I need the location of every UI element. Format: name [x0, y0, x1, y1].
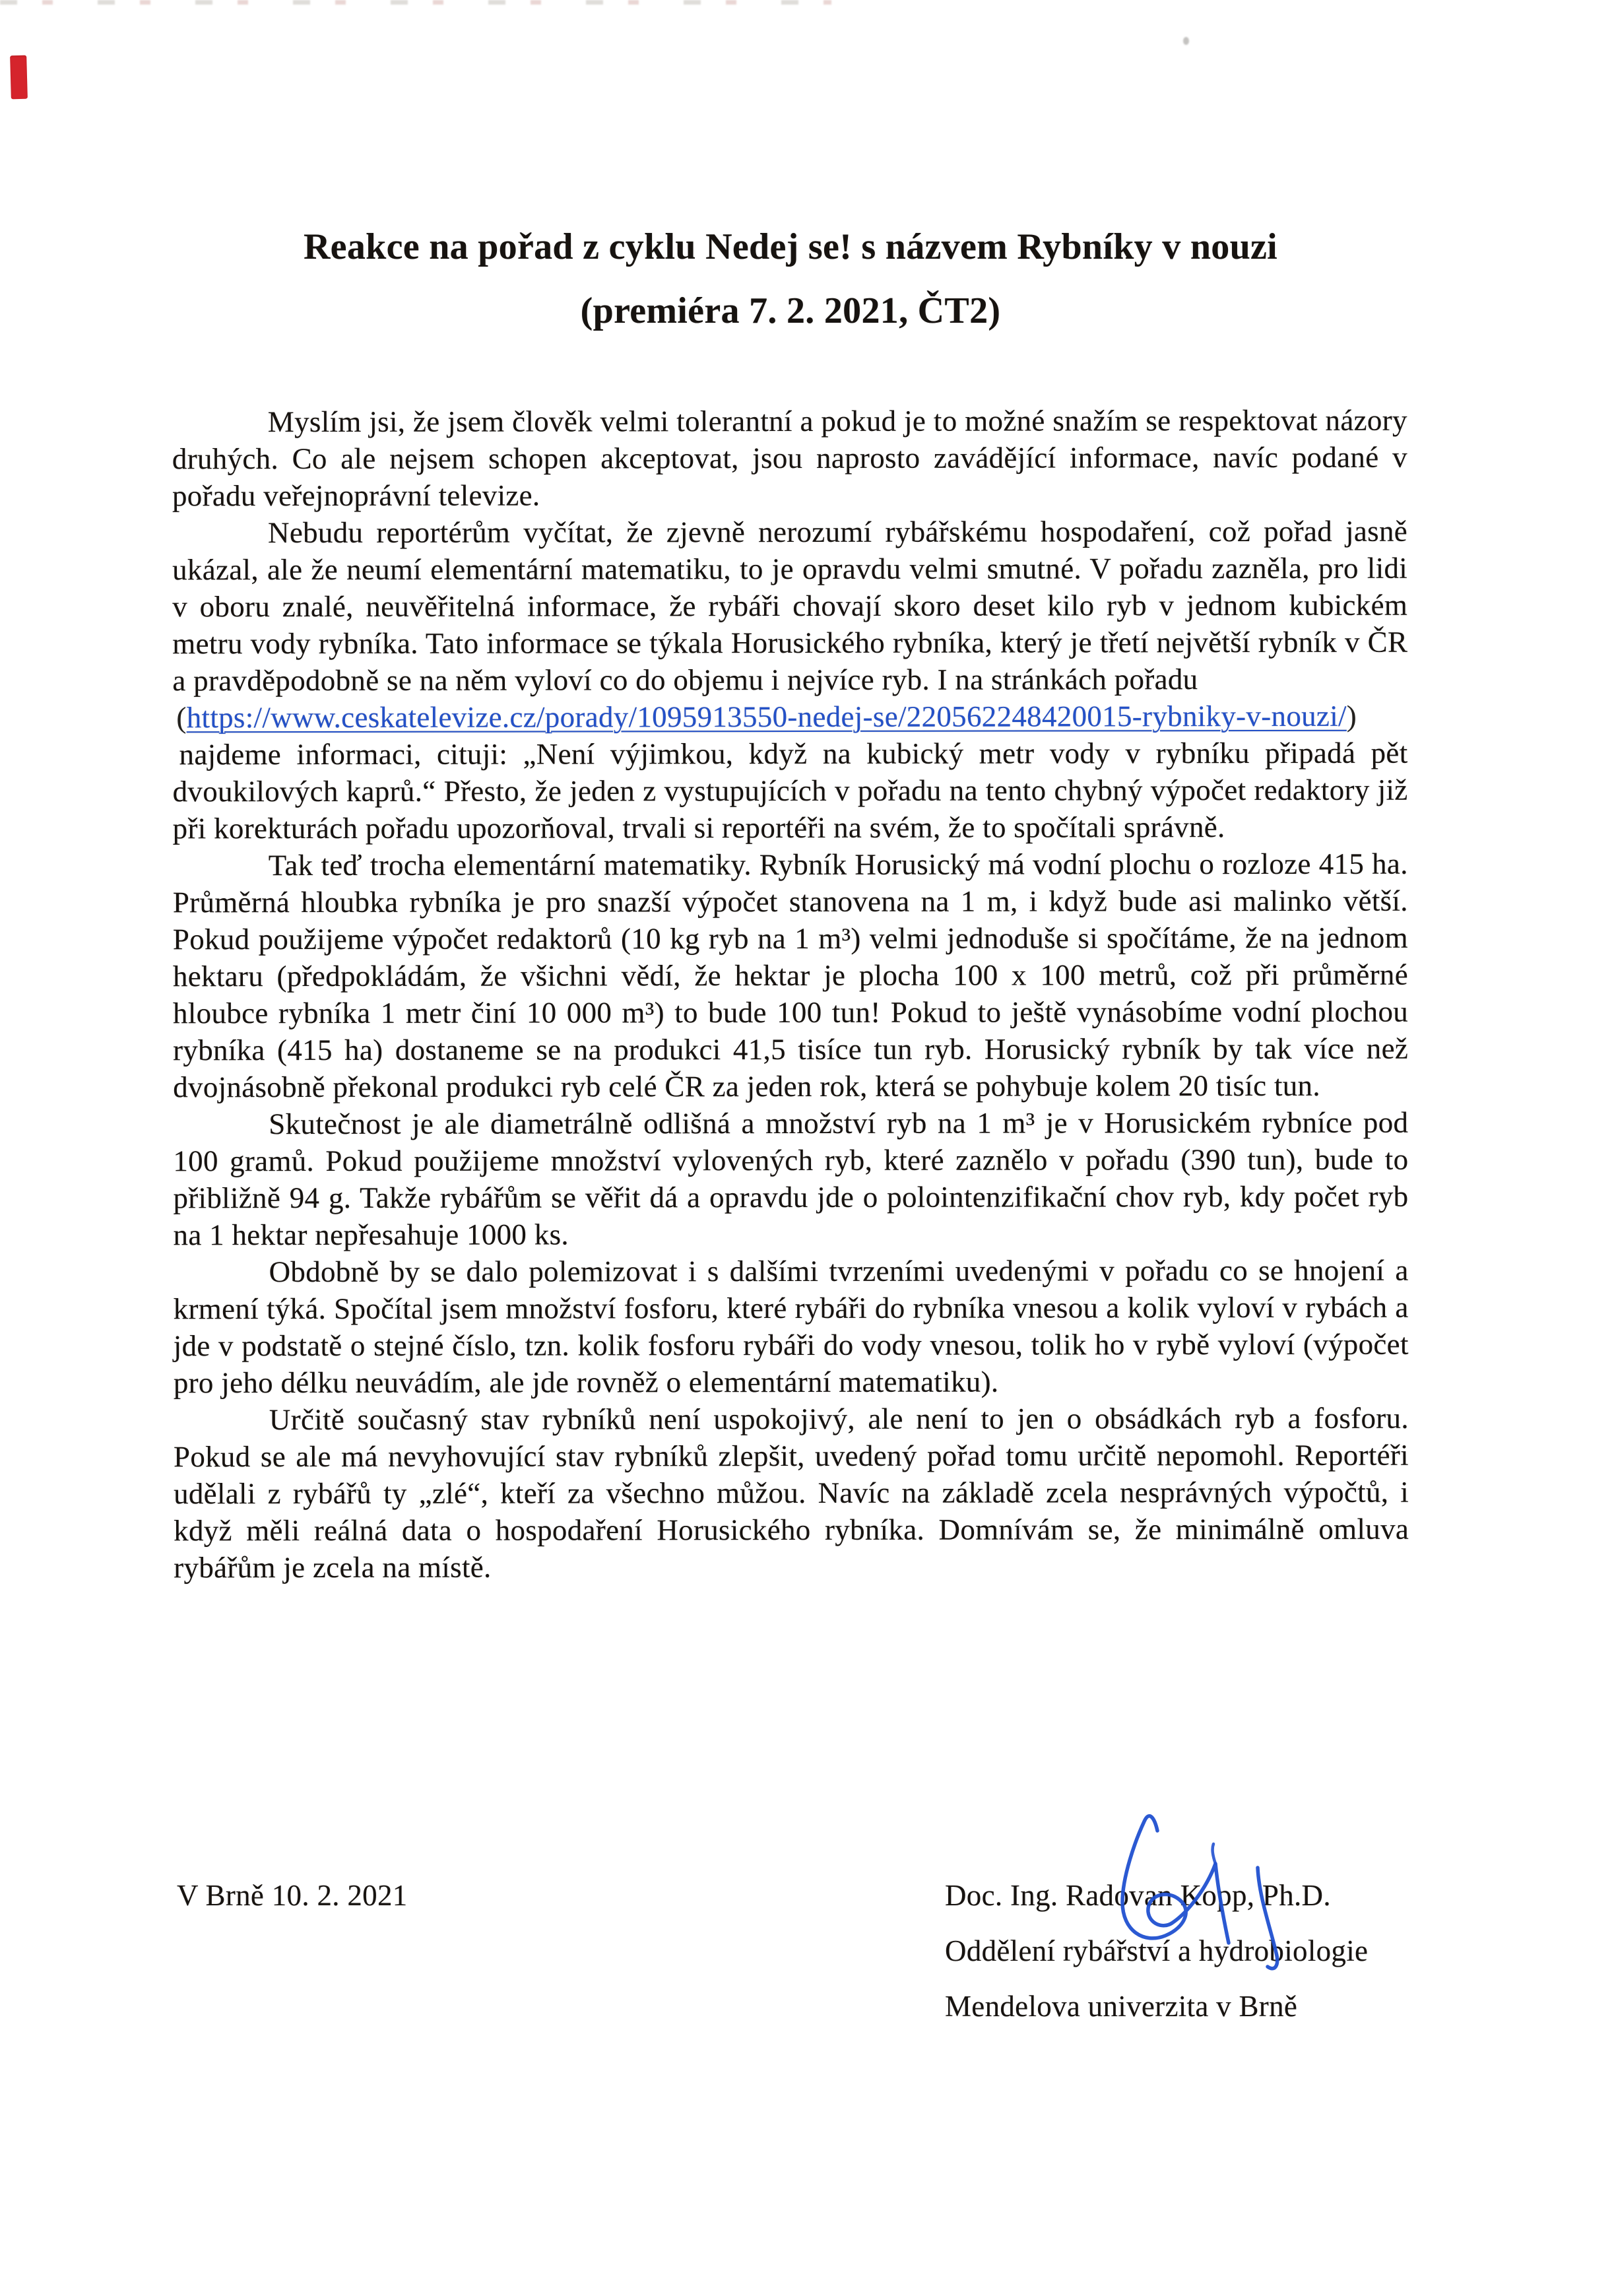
paren-open: ( — [176, 701, 187, 735]
document-title: Reakce na pořad z cyklu Nedej se! s názvem Rybníky v nouzi — [303, 226, 1278, 267]
signer-university: Mendelova univerzita v Brně — [945, 1990, 1298, 2023]
document-title-block — [173, 215, 1408, 343]
paragraph-quote: najdeme informaci, cituji: „Není výjimkou, když na kubický metr vody v rybníku připadá pět dvoukilových kaprů.“ Přesto, že jeden z vystupujících v pořadu na tento chybný výpočet redaktory již při korekturách pořadu upozorňoval, trvali si reportéři na svém, že to spočítali správně. — [172, 736, 1408, 845]
place-and-date: V Brně 10. 2. 2021 — [177, 1879, 408, 1912]
signer-name: Doc. Ing. Radovan Kopp, Ph.D. — [945, 1879, 1331, 1912]
program-url-line — [172, 698, 1407, 737]
paragraph-mathematics: Tak teď trocha elementární matematiky. Rybník Horusický má vodní plochu o rozloze 415 ha. Průměrná hloubka rybníka je pro snazší výpočet stanovena na 1 m, i když bude asi malinko větší. Pokud použijeme výpočet redaktorů (10 kg ryb na 1 m³) velmi jednoduše si spočítáme, že na jednom hektaru (předpokládám, že všichni vědí, že hektar je plocha 100 x 100 metrů, což při průměrné hloubce rybníka 1 metr činí 10 000 m³) to bude 100 tun! Pokud to ještě vynásobíme vodní plochou rybníka (415 ha) dostaneme se na produkci 41,5 tisíce tun ryb. Horusický rybník by tak více než dvojnásobně překonal produkci ryb celé ČR za jeden rok, která se pohybuje kolem 20 tisíc tun. — [172, 847, 1409, 1104]
paragraph-conclusion: Určitě současný stav rybníků není uspokojivý, ale není to jen o obsádkách ryb a fosforu. Pokud se ale má nevyhovující stav rybníků zlepšit, uvedený pořad tomu určitě nepomohl. Reportéři udělali z rybářů ty „zlé“, kteří za všechno můžou. Navíc na základě zcela nesprávných výpočtů, i když měli reálná data o hospodaření Horusického rybníka. Domnívám se, že minimálně omluva rybářům je zcela na místě. — [173, 1401, 1409, 1585]
scan-artifact-speck — [1183, 37, 1189, 45]
paragraph-phosphorus: Obdobně by se dalo polemizovat i s dalšími tvrzeními uvedenými v pořadu co se hnojení a krmení týká. Spočítal jsem množství fosforu, které rybáři do rybníka vnesou a kolik vyloví v rybách a jde v podstatě o stejné číslo, tzn. kolik fosforu rybáři do vody vnesou, tolik ho v rybě vyloví (výpočet pro jeho délku neuvádím, ale jde rovněž o elementární matematiku). — [173, 1253, 1409, 1400]
paragraph-reporters: Nebudu reportérům vyčítat, že zjevně nerozumí rybářskému hospodaření, což pořad jasně ukázal, ale že neumí elementární matematiku, to je opravdu velmi smutné. V pořadu zazněla, pro lidi v oboru znalé, neuvěřitelná informace, že rybáři chovají skoro deset kilo ryb v jednom kubickém metru vody rybníka. Tato informace se týkala Horusického rybníka, který je třetí největší rybník v ČR a pravděpodobně se na něm vyloví co do objemu i nejvíce ryb. I na stránkách pořadu — [172, 514, 1408, 698]
scan-noise-top-edge — [0, 0, 831, 5]
paren-close: ) — [1346, 699, 1357, 733]
paragraph-reality: Skutečnost je ale diametrálně odlišná a množství ryb na 1 m³ je v Horusickém rybníce pod 100 gramů. Pokud použijeme množství vylovených ryb, které zaznělo v pořadu (390 tun), bude to přibližně 94 g. Takže rybářům se věřit dá a opravdu jde o polointenzifikační chov ryb, kdy počet ryb na 1 hektar nepřesahuje 1000 ks. — [173, 1105, 1409, 1252]
program-url-link[interactable]: https://www.ceskatelevize.cz/porady/1095913550-nedej-se/220562248420015-rybniky-v-nouzi/ — [186, 699, 1347, 735]
document-subtitle: (premiéra 7. 2. 2021, ČT2) — [580, 290, 1001, 331]
handwritten-signature — [1106, 1804, 1304, 1989]
paragraph-intro: Myslím jsi, že jsem člověk velmi tolerantní a pokud je to možné snažím se respektovat názory druhých. Co ale nejsem schopen akceptovat, jsou naprosto zavádějící informace, navíc podané v pořadu veřejnoprávní televize. — [172, 403, 1407, 513]
letter-body — [172, 402, 1409, 1587]
scan-artifact-red-mark — [10, 55, 28, 100]
signer-department: Oddělení rybářství a hydrobiologie — [945, 1934, 1369, 1967]
